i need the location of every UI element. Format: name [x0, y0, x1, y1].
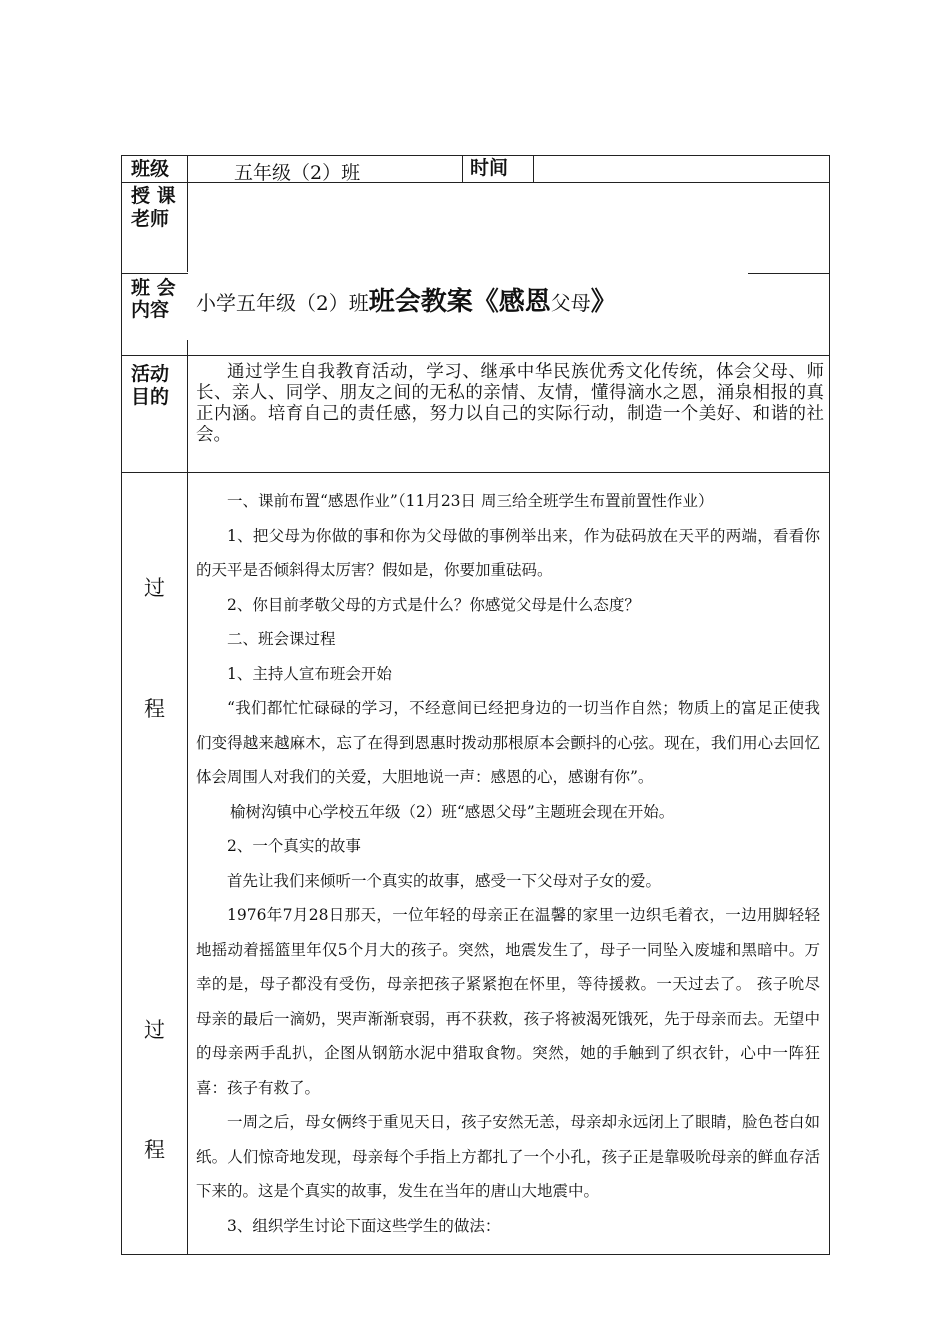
process-paragraph: 二、班会课过程 — [227, 630, 336, 648]
purpose-label-line1: 活动 — [131, 363, 170, 385]
content-title-main: 班会教案《感恩 — [368, 287, 551, 317]
process-paragraph: 2、你目前孝敬父母的方式是什么？你感觉父母是什么态度？ — [227, 595, 640, 614]
process-paragraph: 1、主持人宣布班会开始 — [227, 664, 392, 683]
content-title — [196, 284, 617, 323]
content-title-prefix: 小学五年级（2）班 — [196, 291, 369, 315]
process-label-char-1: 过 — [144, 576, 165, 600]
process-paragraph: 榆树沟镇中心学校五年级（2）班“感恩父母”主题班会现在开始。 — [230, 802, 675, 821]
teacher-label-line2: 老师 — [131, 208, 170, 230]
table-border-bottom — [121, 1254, 830, 1255]
process-label-char-3: 过 — [144, 1018, 165, 1042]
table-border-left — [121, 155, 122, 1255]
process-paragraph: 1、把父母为你做的事和你为父母做的事例举出来，作为砝码放在天平的两端，看看你的天平是否倾斜得太厉害？假如是，你要加重砝码。 — [196, 526, 820, 579]
content-title-small: 父母 — [550, 291, 591, 315]
time-label-divider-right — [533, 155, 534, 182]
table-border-top — [121, 155, 830, 156]
content-label-line2: 内容 — [131, 299, 170, 321]
class-value: 五年级（2）班 — [234, 162, 361, 184]
table-border-right — [829, 155, 830, 1255]
process-paragraph: 一周之后，母女俩终于重见天日，孩子安然无恙，母亲却永远闭上了眼睛，脸色苍白如纸。人们惊奇地发现，母亲每个手指上方都扎了一个小孔，孩子正是靠吸吮母亲的鲜血存活下来的。这是个真实的故事，发生在当年的唐山大地震中。 — [196, 1113, 820, 1200]
process-paragraph: “我们都忙忙碌碌的学习，不经意间已经把身边的一切当作自然；物质上的富足正使我们变得越来越麻木，忘了在得到恩惠时拨动那根原本会颤抖的心弦。现在，我们用心去回忆体会周围人对我们的关爱，大胆地说一声：感恩的心，感谢有你”。 — [196, 699, 820, 786]
process-label-char-4: 程 — [144, 1138, 165, 1162]
purpose-label-line2: 目的 — [131, 386, 170, 408]
process-paragraph: 一、课前布置“感恩作业”（11月23日 周三给全班学生布置前置性作业） — [227, 492, 714, 510]
process-paragraph: 2、一个真实的故事 — [227, 837, 361, 855]
content-label-line1: 班 会 — [131, 277, 176, 299]
purpose-text: 通过学生自我教育活动，学习、继承中华民族优秀文化传统，体会父母、师长、亲人、同学、朋友之间的无私的亲情、友情，懂得滴水之恩，涌泉相报的真正内涵。培育自己的责任感，努力以自己的实际行动，制造一个美好、和谐的社会。 — [196, 362, 824, 445]
teacher-label-line1: 授 课 — [131, 185, 176, 207]
time-label-divider-left — [462, 155, 463, 182]
process-paragraph: 首先让我们来倾听一个真实的故事，感受一下父母对子女的爱。 — [227, 871, 662, 890]
row-divider-1 — [121, 182, 830, 183]
label-column-divider-2 — [187, 340, 188, 1255]
row-divider-3 — [121, 355, 830, 356]
time-label: 时间 — [470, 157, 509, 179]
process-label-char-2: 程 — [144, 697, 165, 721]
process-body — [196, 484, 820, 1243]
process-paragraph: 1976年7月28日那天，一位年轻的母亲正在温馨的家里一边织毛着衣，一边用脚轻轻地摇动着摇篮里年仅5个月大的孩子。突然，地震发生了，母子一同坠入废墟和黑暗中。万幸的是，母子都没有受伤，母亲把孩子紧紧抱在怀里，等待援救。一天过去了。 孩子吮尽母亲的最后一滴奶，哭声渐渐衰弱，再不获救，孩子将被渴死饿死，先于母亲而去。无望中的母亲两手乱扒，企图从钢筋水泥中猎取食物。突然，她的手触到了织衣针，心中一阵狂喜：孩子有救了。 — [196, 906, 820, 1097]
class-label: 班级 — [131, 158, 170, 180]
label-column-divider-1 — [187, 155, 188, 272]
content-title-suffix: 》 — [590, 287, 617, 317]
row-divider-2a — [121, 273, 188, 274]
process-paragraph: 3、组织学生讨论下面这些学生的做法： — [227, 1216, 501, 1235]
row-divider-2b — [748, 273, 830, 274]
row-divider-4 — [121, 472, 830, 473]
